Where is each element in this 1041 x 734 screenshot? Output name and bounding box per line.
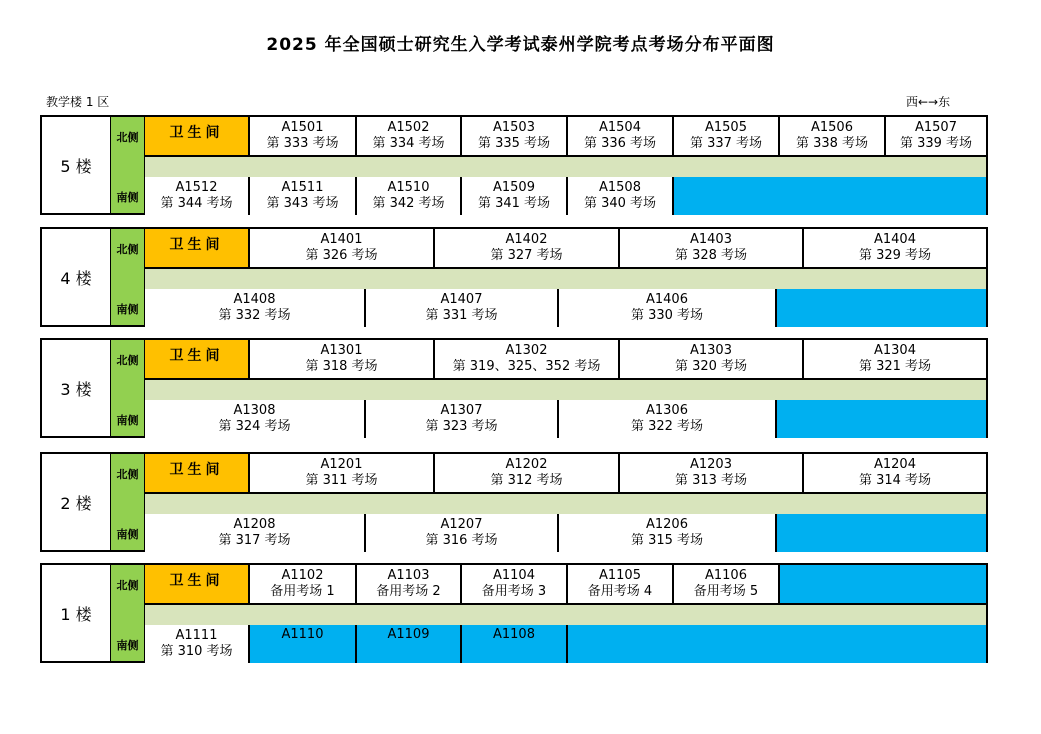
room-number: A1103	[387, 568, 430, 583]
room-cell	[145, 177, 248, 215]
side-column	[110, 454, 145, 550]
room-number: A1201	[320, 457, 363, 472]
exam-number: 备用考场 2	[376, 584, 441, 599]
room-number: A1502	[387, 120, 430, 135]
room-cell	[248, 117, 355, 155]
toilet: 卫生间	[145, 454, 248, 492]
room-cell	[802, 454, 986, 492]
room-number: A1206	[646, 517, 688, 532]
room-number: A1403	[690, 232, 732, 247]
corridor	[145, 378, 986, 402]
room-cell	[460, 177, 566, 215]
exam-number: 第 337 考场	[689, 136, 763, 151]
room-cell	[355, 117, 460, 155]
room-cell	[433, 340, 618, 378]
unused-area	[778, 565, 986, 603]
room-cell	[557, 400, 775, 438]
room-cell	[672, 117, 778, 155]
room-cell	[566, 177, 672, 215]
exam-number: 第 339 考场	[899, 136, 973, 151]
exam-number: 第 320 考场	[674, 359, 748, 374]
north-row	[145, 565, 986, 603]
north-side-label: 北侧	[116, 468, 139, 481]
room-number: A1506	[811, 120, 853, 135]
north-side-label: 北侧	[116, 579, 139, 592]
room-cell	[364, 289, 557, 327]
room-number: A1512	[175, 180, 218, 195]
exam-number: 第 342 考场	[372, 196, 445, 211]
room-cell	[672, 565, 778, 603]
room-number: A1203	[690, 457, 732, 472]
room-number: A1511	[281, 180, 324, 195]
room-cell	[618, 340, 802, 378]
room-number: A1505	[705, 120, 747, 135]
room-number: A1406	[646, 292, 688, 307]
exam-number: 备用考场 1	[270, 584, 335, 599]
floor-label: 2 楼	[60, 493, 92, 513]
toilet: 卫生间	[145, 229, 248, 267]
room-number: A1303	[690, 343, 732, 358]
south-side-label: 南侧	[116, 414, 139, 427]
room-number: A1208	[233, 517, 276, 532]
north-side-label: 北侧	[116, 131, 139, 144]
room-cell	[248, 454, 433, 492]
side-column	[110, 117, 145, 213]
room-number: A1404	[874, 232, 916, 247]
direction-label: 西←→东	[906, 95, 951, 109]
exam-number: 第 334 考场	[372, 136, 445, 151]
exam-number: 第 335 考场	[477, 136, 551, 151]
floor-4-plan	[40, 227, 988, 327]
floor-5-plan	[40, 115, 988, 215]
room-cell	[145, 400, 364, 438]
room-number: A1109	[387, 627, 430, 642]
south-side-label: 南侧	[116, 639, 139, 652]
toilet: 卫生间	[145, 565, 248, 603]
south-row	[145, 625, 986, 663]
room-cell	[355, 565, 460, 603]
room-cell	[566, 117, 672, 155]
room-cell	[248, 340, 433, 378]
room-cell	[433, 229, 618, 267]
exam-number: 备用考场 3	[481, 584, 547, 599]
corridor	[145, 267, 986, 291]
exam-number: 第 323 考场	[425, 419, 498, 434]
floor-2-plan	[40, 452, 988, 552]
south-side-label: 南侧	[116, 303, 139, 316]
room-number: A1408	[233, 292, 276, 307]
exam-number: 第 318 考场	[305, 359, 378, 374]
exam-number: 第 329 考场	[858, 248, 932, 263]
floor-label: 4 楼	[60, 268, 92, 288]
room-number: A1304	[874, 343, 916, 358]
room-cell	[355, 177, 460, 215]
room-cell	[460, 565, 566, 603]
room-number: A1204	[874, 457, 916, 472]
exam-number: 第 327 考场	[490, 248, 563, 263]
exam-number: 第 324 考场	[218, 419, 291, 434]
room-cell	[618, 229, 802, 267]
exam-number: 第 314 考场	[858, 473, 932, 488]
room-cell	[557, 514, 775, 552]
exam-number: 第 315 考场	[630, 533, 704, 548]
room-number: A1207	[440, 517, 483, 532]
toilet: 卫生间	[145, 340, 248, 378]
room-number: A1108	[493, 627, 535, 642]
room-cell	[433, 454, 618, 492]
room-number: A1111	[175, 628, 218, 643]
unused-area	[672, 177, 986, 215]
corridor	[145, 492, 986, 516]
exam-number: 第 312 考场	[490, 473, 563, 488]
north-row	[145, 454, 986, 492]
exam-number: 第 336 考场	[583, 136, 657, 151]
room-number: A1307	[440, 403, 483, 418]
room-number: A1508	[599, 180, 641, 195]
exam-number: 第 340 考场	[583, 196, 657, 211]
room-cell	[460, 625, 566, 663]
south-row	[145, 514, 986, 552]
room-number: A1202	[505, 457, 548, 472]
exam-number: 第 332 考场	[218, 308, 291, 323]
floor-label: 1 楼	[60, 604, 92, 624]
corridor	[145, 155, 986, 179]
room-number: A1306	[646, 403, 688, 418]
north-side-label: 北侧	[116, 354, 139, 367]
room-cell	[248, 565, 355, 603]
room-cell	[145, 514, 364, 552]
corridor	[145, 603, 986, 627]
north-side-label: 北侧	[116, 243, 139, 256]
room-number: A1105	[599, 568, 641, 583]
room-number: A1401	[320, 232, 363, 247]
unused-area	[566, 625, 986, 663]
unused-area	[775, 514, 986, 552]
room-cell	[778, 117, 884, 155]
room-cell	[618, 454, 802, 492]
side-column	[110, 229, 145, 325]
north-row	[145, 117, 986, 155]
unused-area	[775, 400, 986, 438]
exam-number: 第 310 考场	[160, 644, 233, 659]
room-number: A1503	[493, 120, 535, 135]
floor-label: 3 楼	[60, 379, 92, 399]
room-cell	[248, 177, 355, 215]
south-row	[145, 400, 986, 438]
exam-number: 备用考场 5	[693, 584, 759, 599]
exam-number: 第 317 考场	[218, 533, 291, 548]
exam-number: 第 319、325、352 考场	[452, 359, 601, 374]
exam-number: 第 316 考场	[425, 533, 498, 548]
south-row	[145, 289, 986, 327]
exam-number: 第 313 考场	[674, 473, 748, 488]
room-cell	[248, 625, 355, 663]
room-cell	[364, 400, 557, 438]
exam-number: 第 341 考场	[477, 196, 551, 211]
floor-3-plan	[40, 338, 988, 438]
room-number: A1510	[387, 180, 430, 195]
unused-area	[775, 289, 986, 327]
room-cell	[566, 565, 672, 603]
room-number: A1509	[493, 180, 535, 195]
exam-number: 第 330 考场	[630, 308, 704, 323]
room-cell	[145, 289, 364, 327]
exam-number: 第 328 考场	[674, 248, 748, 263]
exam-number: 第 343 考场	[266, 196, 339, 211]
room-cell	[248, 229, 433, 267]
exam-number: 第 311 考场	[305, 473, 378, 488]
floor-label: 5 楼	[60, 156, 92, 176]
room-number: A1504	[599, 120, 641, 135]
side-column	[110, 565, 145, 661]
south-side-label: 南侧	[116, 191, 139, 204]
exam-number: 第 331 考场	[425, 308, 498, 323]
room-number: A1102	[281, 568, 324, 583]
exam-number: 第 326 考场	[305, 248, 378, 263]
room-number: A1507	[915, 120, 957, 135]
north-row	[145, 229, 986, 267]
room-number: A1308	[233, 403, 276, 418]
room-cell	[355, 625, 460, 663]
exam-number: 第 321 考场	[858, 359, 932, 374]
exam-number: 第 344 考场	[160, 196, 233, 211]
room-cell	[802, 340, 986, 378]
south-row	[145, 177, 986, 215]
room-number: A1402	[505, 232, 548, 247]
room-cell	[557, 289, 775, 327]
room-cell	[884, 117, 986, 155]
room-number: A1407	[440, 292, 483, 307]
room-number: A1110	[281, 627, 324, 642]
side-column	[110, 340, 145, 436]
page-title: 2025 年全国硕士研究生入学考试泰州学院考点考场分布平面图	[266, 35, 775, 55]
room-cell	[145, 625, 248, 663]
room-cell	[802, 229, 986, 267]
room-number: A1301	[320, 343, 363, 358]
toilet: 卫生间	[145, 117, 248, 155]
room-number: A1106	[705, 568, 747, 583]
south-side-label: 南侧	[116, 528, 139, 541]
room-number: A1501	[281, 120, 324, 135]
room-number: A1302	[505, 343, 548, 358]
exam-number: 第 338 考场	[795, 136, 869, 151]
room-number: A1104	[493, 568, 535, 583]
room-cell	[460, 117, 566, 155]
floor-1-plan	[40, 563, 988, 663]
exam-number: 第 322 考场	[630, 419, 704, 434]
north-row	[145, 340, 986, 378]
exam-number: 备用考场 4	[587, 584, 653, 599]
building-label: 教学楼 1 区	[46, 95, 110, 109]
exam-number: 第 333 考场	[266, 136, 339, 151]
room-cell	[364, 514, 557, 552]
